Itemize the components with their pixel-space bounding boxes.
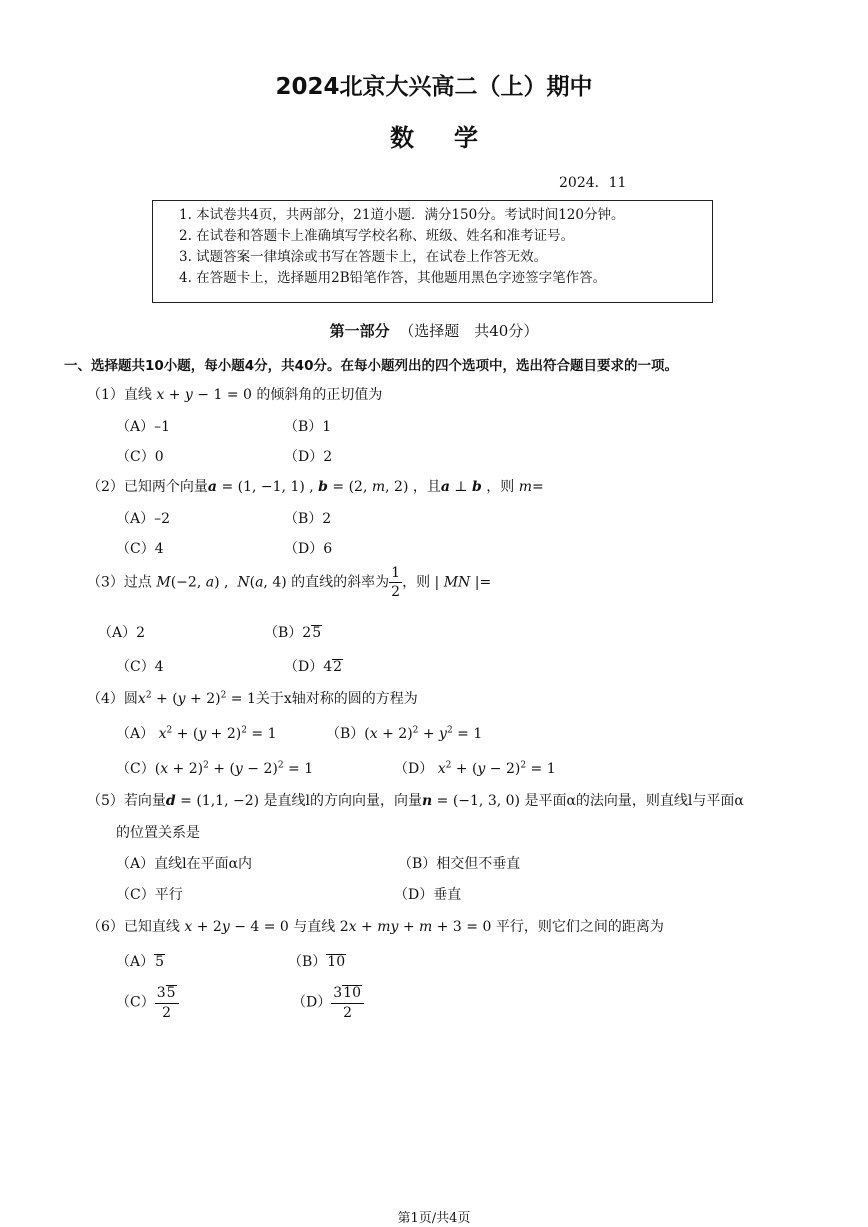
exam-date: 2024．11 [559,175,627,191]
instructions-box [152,200,713,303]
q3-option-a: （A）2 [98,625,146,641]
q5-option-d: （D）垂直 [394,887,462,903]
part-label: 第一部分 [329,322,390,340]
page-footer: 第1页/共4页 [397,1211,471,1226]
q2-option-c: （C）4 [116,541,164,557]
question-5-line-2: 的位置关系是 [116,825,200,841]
q4-option-d: （D） $x^2 + (y - 2)^2 = 1$ [394,760,556,777]
question-2: （2）已知两个向量a = (1, −1, 1) , b = (2, m, 2) ，且a ⊥ b ，则 m= [87,479,544,495]
q2-option-a: （A）–2 [116,511,171,527]
question-1: （1）直线 x + y − 1 = 0 的倾斜角的正切值为 [87,387,383,403]
instruction-1: 1. 本试卷共4页，共两部分，21道小题．满分150分。考试时间120分钟。 [179,207,625,223]
q5-option-b: （B）相交但不垂直 [398,856,521,872]
q2-option-b: （B）2 [284,511,332,527]
q1-option-c: （C）0 [116,449,164,465]
section-heading: 一、选择题共10小题，每小题4分，共40分。在每小题列出的四个选项中，选出符合题目要求的一项。 [64,358,678,374]
q5-option-a: （A）直线l在平面α内 [116,856,253,872]
question-5: （5）若向量d = (1,1, −2) 是直线l的方向向量，向量n = (−1, 3, 0) 是平面α的法向量，则直线l与平面α [87,793,744,809]
q4-option-c: $(C)(x + 2)^2 + (y - 2)^2 = 1$ [116,760,314,777]
q6-option-b: （B）10 [288,954,346,970]
question-4: （4）圆$x^2 + (y + 2)^2 = 1$关于x轴对称的圆的方程为 [87,690,418,707]
q1-option-b: （B）1 [284,419,332,435]
q5-option-c: （C）平行 [116,887,183,903]
question-6: （6）已知直线 x + 2y − 4 = 0 与直线 2x + my + m + 3 = 0 平行，则它们之间的距离为 [87,919,664,935]
subject-title: 数学 [390,124,518,152]
instruction-2: 2. 在试卷和答题卡上准确填写学校名称、班级、姓名和准考证号。 [179,228,575,244]
instruction-3: 3. 试题答案一律填涂或书写在答题卡上，在试卷上作答无效。 [179,249,548,265]
q4-option-b: $(B)(x + 2)^2 + y^2 = 1$ [326,725,483,742]
page-title: 2024北京大兴高二（上）期中 [275,74,593,100]
q4-option-a: （A） $x^2 + (y + 2)^2 = 1$ [116,725,277,742]
q3-option-d: （D）42 [284,659,343,675]
part-heading [0,320,868,341]
part-info: （选择题 共40分） [399,322,539,340]
q6-option-d: （D） $\frac{310}{2}$ [292,985,364,1020]
q3-option-c: （C）4 [116,659,164,675]
q2-option-d: （D）6 [284,541,333,557]
q3-option-b: （B）25 [264,625,322,641]
q1-option-d: （D）2 [284,449,333,465]
q6-option-c: （C） $\frac{35}{2}$ [116,985,179,1020]
q6-option-a: （A）5 [116,954,165,970]
instruction-4: 4. 在答题卡上，选择题用2B铅笔作答，其他题用黑色字迹签字笔作答。 [179,270,607,286]
q1-option-a: （A）–1 [116,419,171,435]
question-3: （3）过点 M(−2, a) , N(a, 4) 的直线的斜率为 $\frac{1}{2}$ ，则 | MN |= [87,565,492,600]
fraction-one-half: $\frac{1}{2}$ [391,565,401,600]
